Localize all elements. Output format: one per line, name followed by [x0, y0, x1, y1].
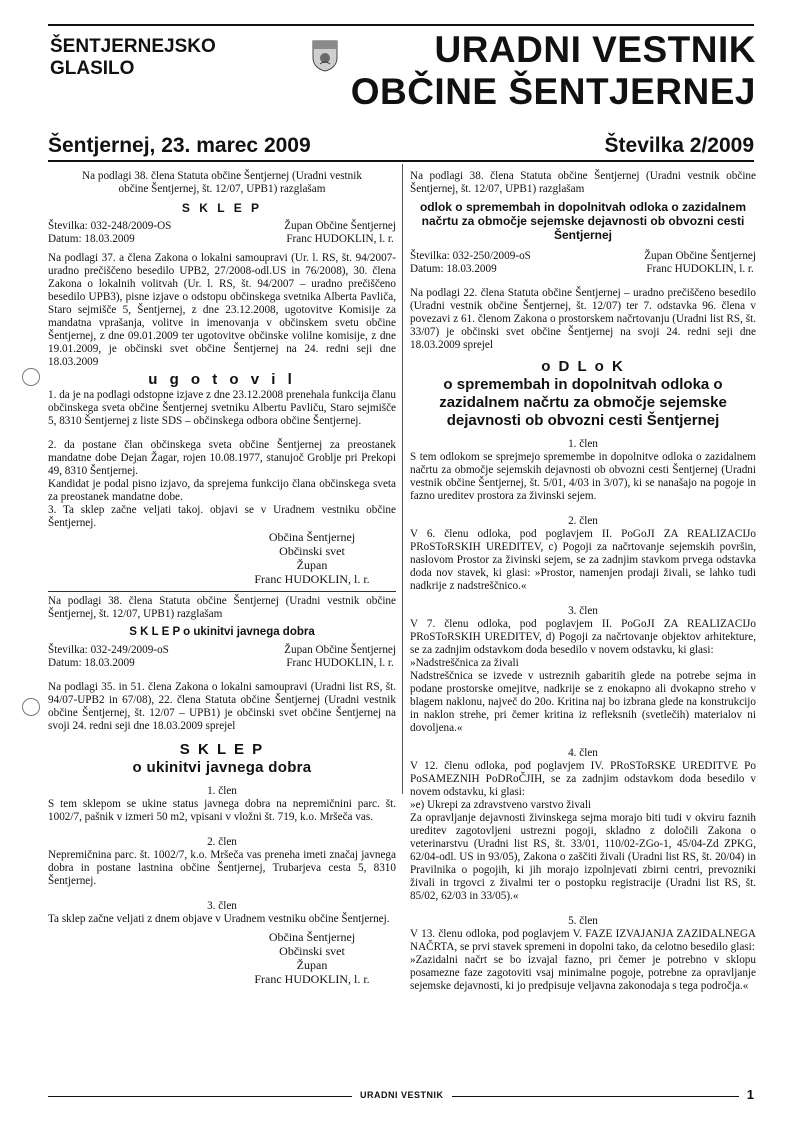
issue-date: Šentjernej, 23. marec 2009	[48, 134, 311, 157]
quote-text: Nadstreščnica se izvede v ustreznih gabaritih glede na potrebe sejma in podane prostorske omejitve, nadkrije se z enokapno ali dvokapno streho v blagem naklonu, največ do 20o. Kritina naj bo izbrana glede na konstrukcijo in naklon strehe, pri čemer kritina iz refleksnih (svetlečih) materialov ni dovoljena.«	[410, 670, 756, 734]
signature-line: Franc HUDOKLIN, l. r.	[254, 572, 370, 586]
section-rule	[48, 591, 396, 592]
brand-line-2: GLASILO	[50, 58, 135, 79]
article-text: V 12. členu odloka, pod poglavjem IV. PRoSToRSKE UREDITVE Po PoSAMEZNIH PoDRoČJIH, se za zadnjim odstavkom doda besedilo v novem odstavku, ki glasi:	[410, 760, 756, 798]
quote-text: Za opravljanje dejavnosti živinskega sejma morajo biti tudi v okviru faznih ureditev zagotovljeni ustrezni pogoji, skladno z določili Zakona o veterinarstvu (Uradni list RS, št. 33/01, 110/02-ZGo-1, 45/04-Zd ZPKG, 62/04-odl. US in 93/05), Zakona o zaščiti živali (Uradni list RS, št. 20/04) in Pravilnika o pogojih, ki jih morajo izpolnjevati zbirni centri, prevozniki živali in trgovci z živalmi ter o postopku registracije (Uradni list RS, št. 85/02, 62/03 in 33/05).«	[410, 812, 756, 902]
odlok-subject: odlok o spremembah in dopolnitvah odloka o zazidalnem načrtu za območje sejemske dejavnosti ob obvozni cesti Šentjernej	[419, 200, 747, 242]
signature-line: Občinski svet	[279, 944, 345, 958]
document-number: Številka: 032-249/2009-oS	[48, 644, 169, 656]
brand	[50, 36, 216, 80]
paragraph: 3. Ta sklep začne veljati takoj. objavi se v Uradnem vestniku občine Šentjernej.	[48, 504, 396, 529]
body-text: Na podlagi 22. člena Statuta občine Šentjernej – uradno prečiščeno besedilo (Uradni vestnik občine Šentjernej, št. 12/07) ter 7. odstavka 96. člena v povezavi z 61. členom Zakona o prostorskem načrtovanju (Uradni list RS, št. 33/07) je občinski svet občine Šentjernej na svoji 24. redni seji dne 18.03.2009 sprejel	[410, 287, 756, 351]
body-text: Na podlagi 37. a člena Zakona o lokalni samoupravi (Ur. l. RS, št. 94/2007- uradno prečiščeno besedilo UPB2, 27/2008-odl.US in 76/2008), 30. člena Zakona o lokalnih volitvah (Ur. l. RS, št. 94/2007 – uradno prečiščeno besedilo UPB3), pisne izjave o odstopu občinskega svetnika Alberta Pavliča, Staro sejmišče 5, Šentjernej, z dne 23.12.2008, ugotovitve Komisije za mandatna vprašanja, volitve in imenovanja v občinskem svetu občine Šentjernej, z dne 09.01.2009 ter ugotovitve občinske volilne komisije, z dne 19.01.2009, je občinski svet občine Šentjernej na 24. redni seji dne 18.03.2009	[48, 252, 396, 368]
article-text: Nepremičnina parc. št. 1002/7, k.o. Mršeča vas preneha imeti značaj javnega dobra in postane lastnina občine Šentjernej, Trubarjeva cesta 5, 8310 Šentjernej.	[48, 849, 396, 887]
article-text: Ta sklep začne veljati z dnem objave v Uradnem vestniku občine Šentjernej.	[48, 913, 390, 925]
ugotovil-heading: u g o t o v i l	[148, 371, 296, 388]
mayor-name: Franc HUDOKLIN, l. r.	[286, 657, 394, 669]
signature-line: Občinski svet	[279, 544, 345, 558]
signature-block	[228, 930, 396, 986]
signature-line: Občina Šentjernej	[268, 930, 356, 944]
document-meta	[48, 220, 396, 246]
odlok-title: o D L o K	[541, 358, 625, 375]
signature-line: Franc HUDOKLIN, l. r.	[254, 972, 370, 986]
signature-block	[228, 530, 396, 586]
brand-line-1: ŠENTJERNEJSKO	[50, 36, 216, 57]
signature-line: Občina Šentjernej	[268, 530, 356, 544]
quote-title: »e) Ukrepi za zdravstveno varstvo živali	[410, 799, 592, 811]
sklep-title: S K L E P	[179, 741, 265, 758]
punch-hole-icon	[22, 368, 40, 386]
document-meta	[48, 644, 396, 670]
article-heading: 5. člen	[568, 915, 598, 927]
signature-line: Župan	[296, 558, 328, 572]
document-meta	[410, 250, 756, 276]
intro-text: Na podlagi 38. člena Statuta občine Šentjernej (Uradni vestnik občine Šentjernej, št. 12/07, UPB1) razglašam	[82, 170, 362, 195]
odlok-heading	[410, 358, 756, 430]
right-column	[410, 170, 756, 993]
article-heading: 2. člen	[568, 515, 598, 527]
page-number: 1	[739, 1087, 754, 1102]
article-heading: 3. člen	[207, 900, 237, 912]
sklep-subtitle: o ukinitvi javnega dobra	[132, 759, 312, 776]
intro-text: Na podlagi 38. člena Statuta občine Šentjernej (Uradni vestnik občine Šentjernej, št. 12/07, UPB1) razglašam	[410, 170, 756, 195]
article-heading: 2. člen	[207, 836, 237, 848]
mayor-title: Župan Občine Šentjernej	[284, 644, 396, 656]
article-text: V 6. členu odloka, pod poglavjem II. PoGoJI ZA REALIZACIJo PRoSToRSKIH UREDITEV, c) Pogoji za načrtovanje sejemskih površin, naslovom Prostor za živinski sejem, se za zadnjim stavkom prvega odstavka doda nov stavek, ki glasi: »Prostor, namenjen prodaji živali, se lahko tudi nadkrije z nadstreščnico.«	[410, 528, 756, 592]
paragraph: Kandidat je podal pisno izjavo, da sprejema funkcijo člana občinskega sveta za preostanek mandatne dobe.	[48, 478, 396, 503]
article-text: S tem sklepom se ukine status javnega dobra na nepremičnini parc. št. 1002/7, pašnik v izmeri 50 m2, vpisani v vložni št. 719, k.o. Mršeča vas.	[48, 798, 396, 823]
body-text: Na podlagi 35. in 51. člena Zakona o lokalni samoupravi (Uradni list RS, št. 94/07-UPB2 in 67/08), 22. člena Statuta občine Šentjernej (Uradni vestnik občine Šentjernej, št. 12/07 – UPB1) je občinski svet občine Šentjernej na svoji 24. redni seji dne 18.03.2009 sprejel	[48, 681, 396, 732]
paragraph: 2. da postane član občinskega sveta občine Šentjernej za preostanek mandatne dobe Dejan Žagar, rojen 10.08.1977, stanujoč Groblje pri Prekopi 49, 8310 Šentjernej.	[48, 439, 396, 477]
page-footer	[48, 1087, 754, 1106]
mayor-name: Franc HUDOKLIN, l. r.	[646, 263, 754, 275]
article-heading: 1. člen	[568, 438, 598, 450]
paragraph: 1. da je na podlagi odstopne izjave z dne 23.12.2008 prenehala funkcija članu občinskega sveta občine Šentjernej svetniku Albertu Pavliču, Staro sejmišče 5, 8310 Šentjernej z liste SDS – občinskega odbora občine Šentjernej.	[48, 389, 396, 427]
sklep-inline-heading: S K L E P o ukinitvi javnega dobra	[129, 626, 315, 638]
quote-text: »Zazidalni načrt se bo izvajal fazno, pri čemer je potrebno v sklopu posamezne faze zagotoviti vsaj minimalne pogoje, potrebne za opravljanje sejemske dejavnosti, ki jo predpisuje veljavna zakonodaja s tega področja.«	[410, 954, 756, 992]
headline-rule	[48, 160, 754, 162]
intro-text: Na podlagi 38. člena Statuta občine Šentjernej (Uradni vestnik občine Šentjernej, št. 12/07, UPB1) razglašam	[48, 595, 396, 620]
punch-hole-icon	[22, 698, 40, 716]
document-date: Datum: 18.03.2009	[410, 263, 497, 275]
column-separator	[402, 164, 403, 794]
mayor-name: Franc HUDOKLIN, l. r.	[286, 233, 394, 245]
quote-title: »Nadstreščnica za živali	[410, 657, 519, 669]
article-text: S tem odlokom se sprejmejo spremembe in dopolnitve odloka o zazidalnem načrtu za območje sejemskih dejavnosti ob obvozni cesti Šentjernej (Uradni vestnik občine Šentjernej, št. 5/01, 4/03 in 3/07), ki se nanašajo na pogoje in fazno ureditev prostora za živinski sejem.	[410, 451, 756, 502]
article-heading: 3. člen	[568, 605, 598, 617]
document-number: Številka: 032-250/2009-oS	[410, 250, 531, 262]
sklep-heading	[48, 741, 396, 777]
footer-label: URADNI VESTNIK	[352, 1090, 452, 1100]
issue-number: Številka 2/2009	[604, 134, 754, 157]
article-text: V 7. členu odloka, pod poglavjem II. PoGoJI ZA REALIZACIJo PRoSToRSKIH UREDITEV, d) Pogoji za načrtovanje objektov arhitekture, se za zadnjim odstavkom doda besedilo v novem odstavku, ki glasi:	[410, 618, 756, 656]
sklep-heading: S K L E P	[181, 201, 263, 215]
masthead-title	[312, 29, 756, 112]
signature-line: Župan	[296, 958, 328, 972]
title-line-2: OBČINE ŠENTJERNEJ	[350, 71, 756, 112]
left-column	[48, 170, 396, 986]
article-text: V 13. členu odloka, pod poglavjem V. FAZE IZVAJANJA ZAZIDALNEGA NAČRTA, se prvi stavek spremeni in dopolni tako, da celotno besedilo glasi:	[410, 928, 756, 953]
document-number: Številka: 032-248/2009-OS	[48, 220, 172, 232]
mayor-title: Župan Občine Šentjernej	[644, 250, 756, 262]
article-heading: 1. člen	[207, 785, 237, 797]
top-rule	[48, 24, 754, 26]
mayor-title: Župan Občine Šentjernej	[284, 220, 396, 232]
article-heading: 4. člen	[568, 747, 598, 759]
document-date: Datum: 18.03.2009	[48, 233, 135, 245]
document-date: Datum: 18.03.2009	[48, 657, 135, 669]
odlok-subtitle: o spremembah in dopolnitvah odloka o zazidalnem načrtu za območje sejemske dejavnosti ob obvozni cesti Šentjernej	[439, 376, 727, 429]
title-line-1: URADNI VESTNIK	[434, 29, 756, 70]
